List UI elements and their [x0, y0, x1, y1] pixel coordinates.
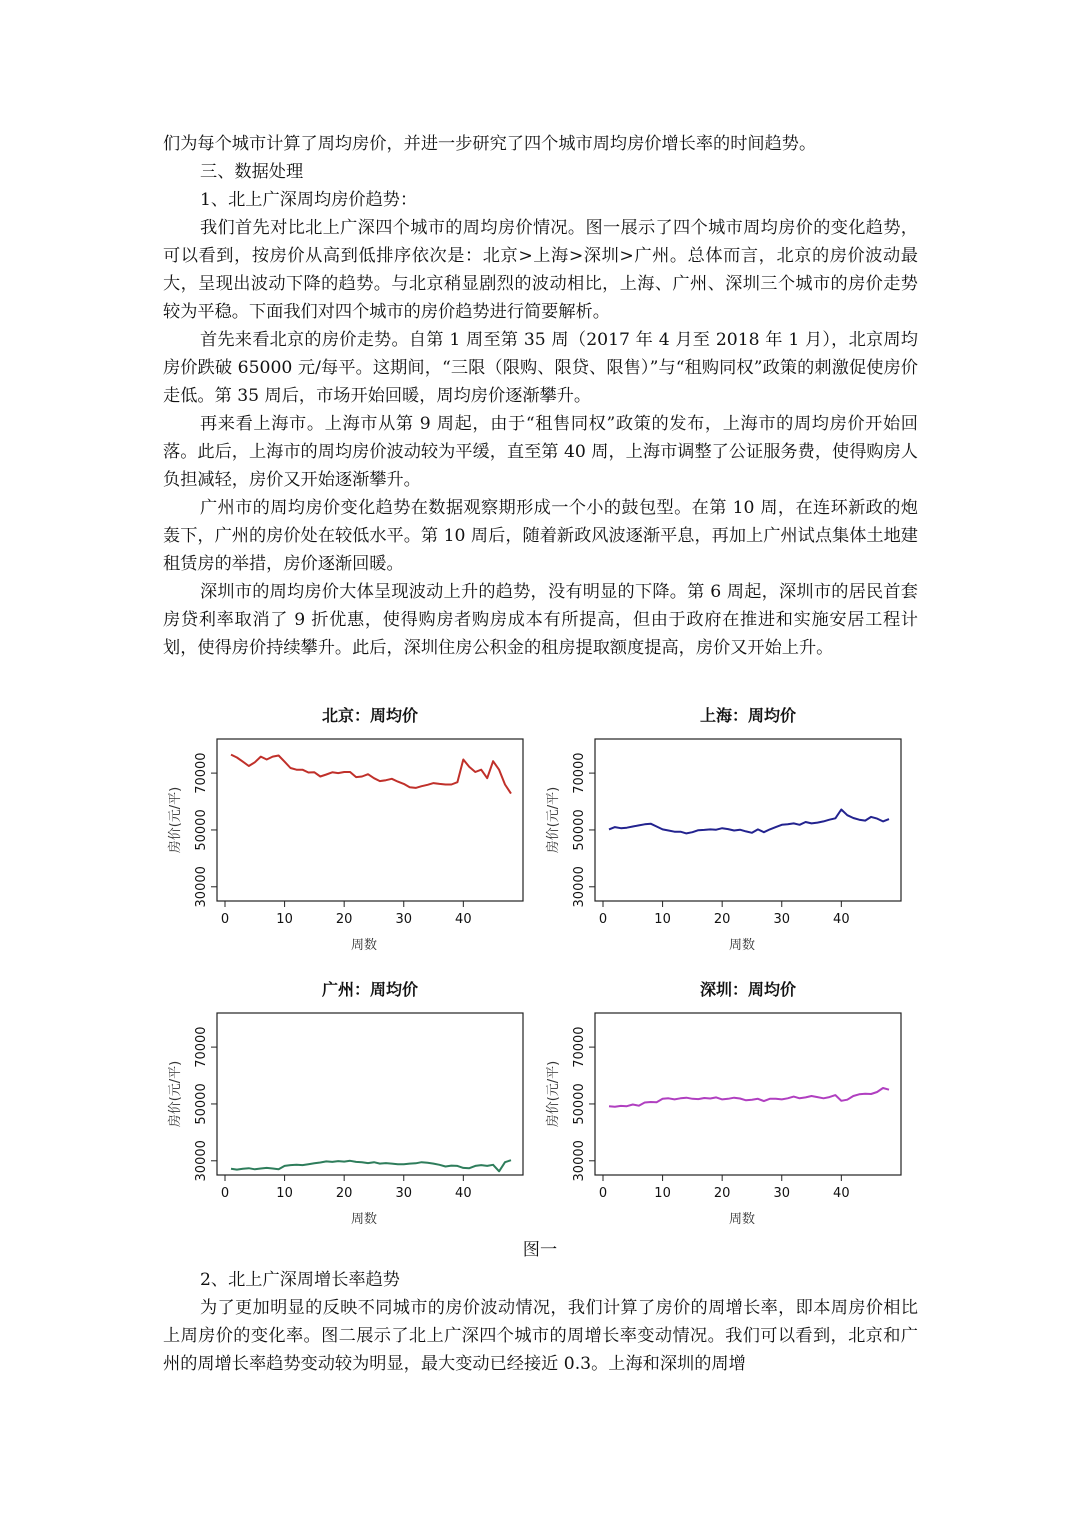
x-tick-label: 20: [713, 912, 731, 927]
y-tick-label: 70000: [194, 1026, 209, 1068]
chart-panel-4: [545, 980, 901, 1227]
plot-frame: [595, 1013, 901, 1175]
x-axis-label: 周数: [350, 938, 378, 953]
x-tick-label: 30: [395, 1186, 413, 1201]
section-heading: 1、北上广深周均房价趋势：: [200, 190, 418, 210]
y-tick-label: 50000: [194, 809, 209, 851]
paragraph: 们为每个城市计算了周均房价，并进一步研究了四个城市周均房价增长率的时间趋势。: [163, 134, 817, 154]
chart-title: 北京：周均价: [321, 706, 419, 725]
y-tick-label: 70000: [572, 752, 587, 794]
paragraph: 再来看上海市。上海市从第 9 周起，由于“租售同权”政策的发布，上海市的周均房价开始回落。此后，上海市的周均房价波动较为平缓，直至第 40 周，上海市调整了公证服务费，使得购房人负担减轻，房价又开始逐渐攀升。: [163, 414, 918, 490]
paragraph: 首先来看北京的房价走势。自第 1 周至第 35 周（2017 年 4 月至 2018 年 1 月），北京周均房价跌破 65000 元/每平。这期间，“三限（限购、限贷、限售）”与“租购同权”政策的刺激促使房价走低。第 35 周后，市场开始回暖，周均房价逐渐攀升。: [163, 330, 918, 406]
body-text-bottom: [163, 1266, 918, 1378]
x-tick-label: 30: [395, 912, 413, 927]
figure-1: [163, 697, 915, 1235]
x-tick-label: 0: [598, 1186, 608, 1201]
x-axis-label: 周数: [350, 1212, 378, 1227]
x-tick-label: 20: [335, 912, 353, 927]
y-tick-label: 70000: [194, 752, 209, 794]
x-tick-label: 20: [335, 1186, 353, 1201]
y-axis-label: 房价(元/平): [168, 786, 183, 854]
series-line: [609, 1088, 889, 1107]
x-tick-label: 10: [654, 1186, 671, 1201]
plot-frame: [217, 1013, 523, 1175]
x-tick-label: 10: [276, 912, 293, 927]
chart-panel-3: [167, 980, 523, 1227]
x-axis-label: 周数: [728, 1212, 756, 1227]
paragraph: 为了更加明显的反映不同城市的房价波动情况，我们计算了房价的周增长率，即本周房价相比上周房价的变化率。图二展示了北上广深四个城市的周增长率变动情况。我们可以看到，北京和广州的周增长率趋势变动较为明显，最大变动已经接近 0.3。上海和深圳的周增: [163, 1298, 918, 1374]
x-tick-label: 0: [220, 1186, 230, 1201]
paragraph: 我们首先对比北上广深四个城市的周均房价情况。图一展示了四个城市周均房价的变化趋势，可以看到，按房价从高到低排序依次是：北京>上海>深圳>广州。总体而言，北京的房价波动最大，呈现出波动下降的趋势。与北京稍显剧烈的波动相比，上海、广州、深圳三个城市的房价走势较为平稳。下面我们对四个城市的房价趋势进行简要解析。: [163, 218, 918, 322]
x-tick-label: 40: [455, 912, 472, 927]
y-axis-label: 房价(元/平): [546, 1060, 561, 1128]
series-line: [231, 755, 511, 794]
y-tick-label: 50000: [572, 809, 587, 851]
x-tick-label: 0: [598, 912, 608, 927]
x-tick-label: 40: [833, 912, 850, 927]
x-tick-label: 10: [654, 912, 671, 927]
y-tick-label: 30000: [572, 1140, 587, 1182]
y-tick-label: 30000: [194, 1140, 209, 1182]
chart-title: 上海：周均价: [699, 706, 797, 725]
plot-frame: [217, 739, 523, 901]
y-tick-label: 30000: [572, 866, 587, 908]
chart-panel-1: [167, 706, 523, 953]
x-tick-label: 40: [833, 1186, 850, 1201]
x-tick-label: 40: [455, 1186, 472, 1201]
chart-title: 广州：周均价: [321, 980, 419, 999]
y-tick-label: 50000: [194, 1083, 209, 1125]
figure-1-charts: [163, 697, 915, 1235]
series-line: [231, 1160, 511, 1171]
body-text-top: [163, 130, 918, 662]
y-tick-label: 50000: [572, 1083, 587, 1125]
x-tick-label: 10: [276, 1186, 293, 1201]
series-line: [609, 810, 889, 834]
section-heading: 2、北上广深周增长率趋势: [200, 1270, 400, 1290]
x-tick-label: 30: [773, 1186, 791, 1201]
y-axis-label: 房价(元/平): [168, 1060, 183, 1128]
x-tick-label: 30: [773, 912, 791, 927]
x-axis-label: 周数: [728, 938, 756, 953]
x-tick-label: 0: [220, 912, 230, 927]
chart-panel-2: [545, 706, 901, 953]
y-tick-label: 70000: [572, 1026, 587, 1068]
plot-frame: [595, 739, 901, 901]
x-tick-label: 20: [713, 1186, 731, 1201]
section-heading: 三、数据处理: [200, 162, 304, 182]
y-axis-label: 房价(元/平): [546, 786, 561, 854]
chart-title: 深圳：周均价: [699, 980, 797, 999]
figure-caption: 图一: [522, 1240, 558, 1260]
y-tick-label: 30000: [194, 866, 209, 908]
paragraph: 深圳市的周均房价大体呈现波动上升的趋势，没有明显的下降。第 6 周起，深圳市的居民首套房贷利率取消了 9 折优惠，使得购房者购房成本有所提高，但由于政府在推进和实施安居工程计划，使得房价持续攀升。此后，深圳住房公积金的租房提取额度提高，房价又开始上升。: [163, 582, 918, 658]
paragraph: 广州市的周均房价变化趋势在数据观察期形成一个小的鼓包型。在第 10 周，在连环新政的炮轰下，广州的房价处在较低水平。第 10 周后，随着新政风波逐渐平息，再加上广州试点集体土地建租赁房的举措，房价逐渐回暖。: [163, 498, 918, 574]
